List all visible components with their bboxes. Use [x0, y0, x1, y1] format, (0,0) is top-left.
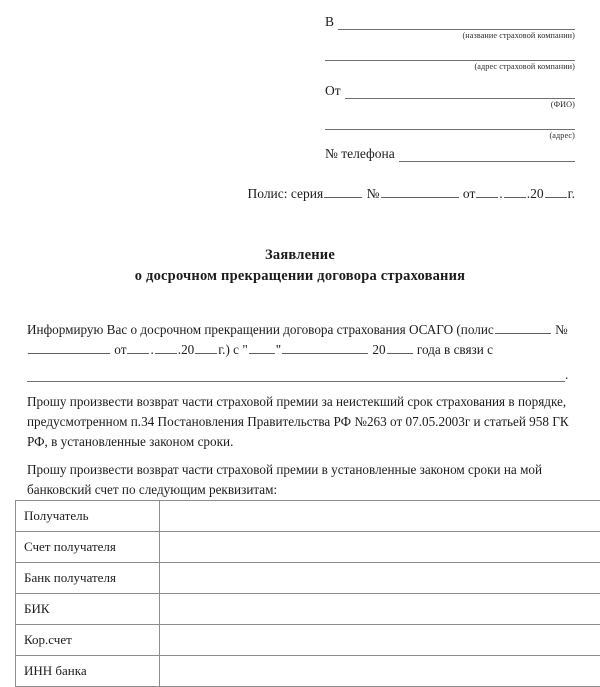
row-label-recipient-account: Счет получателя [16, 532, 160, 563]
table-row [16, 594, 600, 625]
inform-term-day-blank[interactable] [249, 340, 275, 354]
row-value-recipient-bank[interactable] [160, 563, 600, 594]
title-line-1: Заявление [0, 245, 600, 266]
refund-order-paragraph: Прошу произвести возврат части страховой премии за неистекший срок страхования в порядке, предусмотренном п.34 Постановления Правительства РФ №263 от 07.05.2003г и статьей 958 ГК РФ, в установленные законом сроки. [27, 392, 573, 452]
inform-text-8: 20 [372, 342, 385, 357]
to-label: В [325, 14, 338, 30]
inform-text-4: . [150, 342, 153, 357]
applicant-address-blank[interactable] [325, 115, 575, 130]
policy-month-blank[interactable] [504, 184, 526, 198]
inform-text-6: г.) с " [218, 342, 247, 357]
row-label-recipient: Получатель [16, 501, 160, 532]
row-value-recipient-account[interactable] [160, 532, 600, 563]
policy-series-blank[interactable] [324, 184, 362, 198]
policy-day-blank[interactable] [476, 184, 498, 198]
policy-year-prefix: .20 [527, 186, 544, 201]
row-value-corr-account[interactable] [160, 625, 600, 656]
policy-number-label: № [367, 186, 380, 201]
policy-year-blank[interactable] [545, 184, 567, 198]
row-value-recipient[interactable] [160, 501, 600, 532]
applicant-address-caption: (адрес) [325, 131, 575, 141]
phone-row [325, 146, 575, 162]
inform-policy-number-blank[interactable] [28, 340, 110, 354]
from-label: От [325, 83, 345, 99]
applicant-name-row [325, 83, 575, 99]
table-row [16, 656, 600, 687]
phone-blank[interactable] [399, 147, 575, 162]
inform-year-blank[interactable] [195, 340, 217, 354]
insurer-name-blank[interactable] [338, 15, 575, 30]
addressee-header [325, 14, 575, 162]
policy-series-label: Полис: серия [248, 186, 324, 201]
applicant-name-caption: (ФИО) [325, 100, 575, 110]
row-value-bik[interactable] [160, 594, 600, 625]
policy-year-suffix: г. [568, 186, 575, 201]
insurer-address-caption: (адрес страховой компании) [325, 62, 575, 72]
inform-month-blank[interactable] [155, 340, 177, 354]
applicant-name-blank[interactable] [345, 84, 575, 99]
policy-date-label: от [463, 186, 475, 201]
insurer-name-row [325, 14, 575, 30]
bank-requisites-table [15, 500, 600, 687]
reason-rule-row [27, 368, 573, 382]
table-row [16, 563, 600, 594]
inform-text-1: Информирую Вас о досрочном прекращении договора страхования ОСАГО (полис [27, 322, 494, 337]
inform-term-year-blank[interactable] [387, 340, 413, 354]
inform-day-blank[interactable] [127, 340, 149, 354]
bank-details-paragraph: Прошу произвести возврат части страховой премии в установленные законом сроки на мой банковский счет по следующим реквизитам: [27, 460, 573, 500]
reason-period: . [565, 368, 568, 382]
row-value-bank-inn[interactable] [160, 656, 600, 687]
policy-line [0, 184, 575, 203]
inform-term-month-blank[interactable] [282, 340, 368, 354]
insurer-address-blank[interactable] [325, 46, 575, 61]
inform-text-2: № [555, 322, 568, 337]
inform-text-7: " [276, 342, 281, 357]
title-line-2: о досрочном прекращении договора страхования [0, 266, 600, 287]
table-row [16, 501, 600, 532]
phone-label: № телефона [325, 146, 399, 162]
inform-paragraph [27, 320, 573, 360]
page-title [0, 245, 600, 287]
policy-date-sep-1: . [499, 186, 502, 201]
row-label-corr-account: Кор.счет [16, 625, 160, 656]
inform-policy-blank[interactable] [495, 320, 551, 334]
insurer-name-caption: (название страховой компании) [325, 31, 575, 41]
row-label-bik: БИК [16, 594, 160, 625]
inform-text-5: .20 [178, 342, 194, 357]
inform-text-3: от [114, 342, 126, 357]
row-label-bank-inn: ИНН банка [16, 656, 160, 687]
policy-number-blank[interactable] [381, 184, 459, 198]
table-row [16, 532, 600, 563]
table-row [16, 625, 600, 656]
reason-blank[interactable] [27, 369, 565, 382]
table-body [16, 501, 600, 687]
inform-text-9: года в связи с [417, 342, 493, 357]
row-label-recipient-bank: Банк получателя [16, 563, 160, 594]
